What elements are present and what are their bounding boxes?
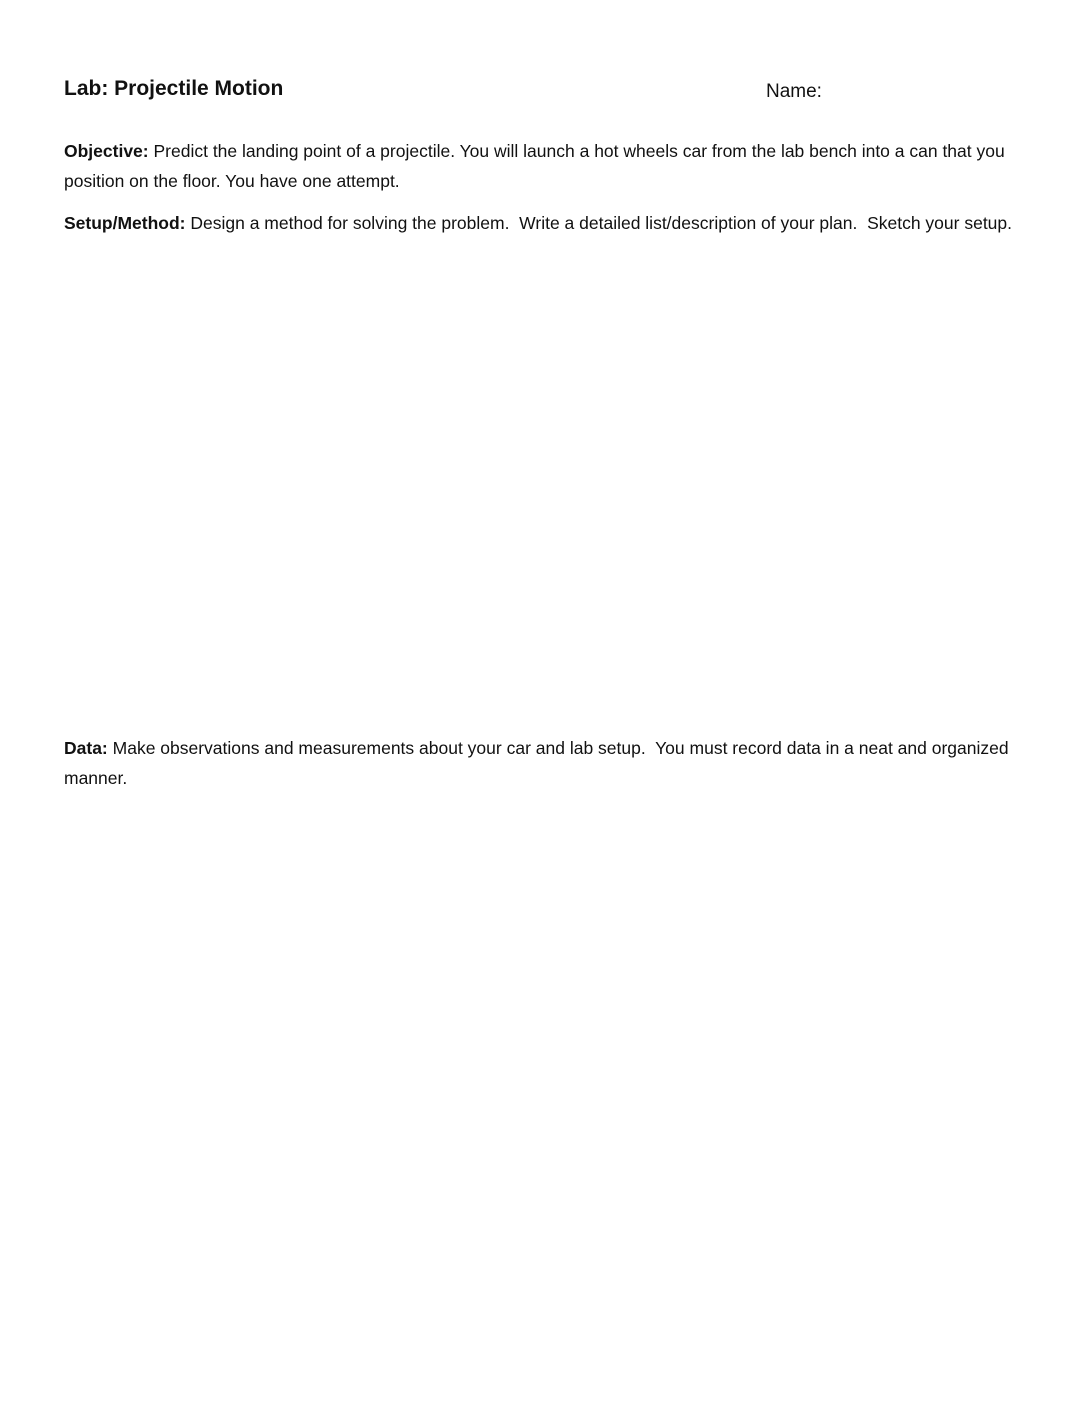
name-label: Name: — [766, 81, 822, 102]
setup-method-label: Setup/Method: — [64, 213, 186, 233]
setup-method-paragraph — [64, 208, 1024, 238]
data-label: Data: — [64, 738, 108, 758]
data-paragraph — [64, 733, 1024, 793]
objective-paragraph — [64, 136, 1024, 196]
objective-text: Predict the landing point of a projectile. You will launch a hot wheels car from the lab bench into a can that you position on the floor. You have one attempt. — [64, 141, 1010, 191]
objective-label: Objective: — [64, 141, 149, 161]
data-text: Make observations and measurements about your car and lab setup. You must record data in a neat and organized manner. — [64, 738, 1014, 788]
page-title: Lab: Projectile Motion — [64, 77, 284, 100]
setup-method-text: Design a method for solving the problem. Write a detailed list/description of your plan. Sketch your setup. — [185, 213, 1013, 233]
